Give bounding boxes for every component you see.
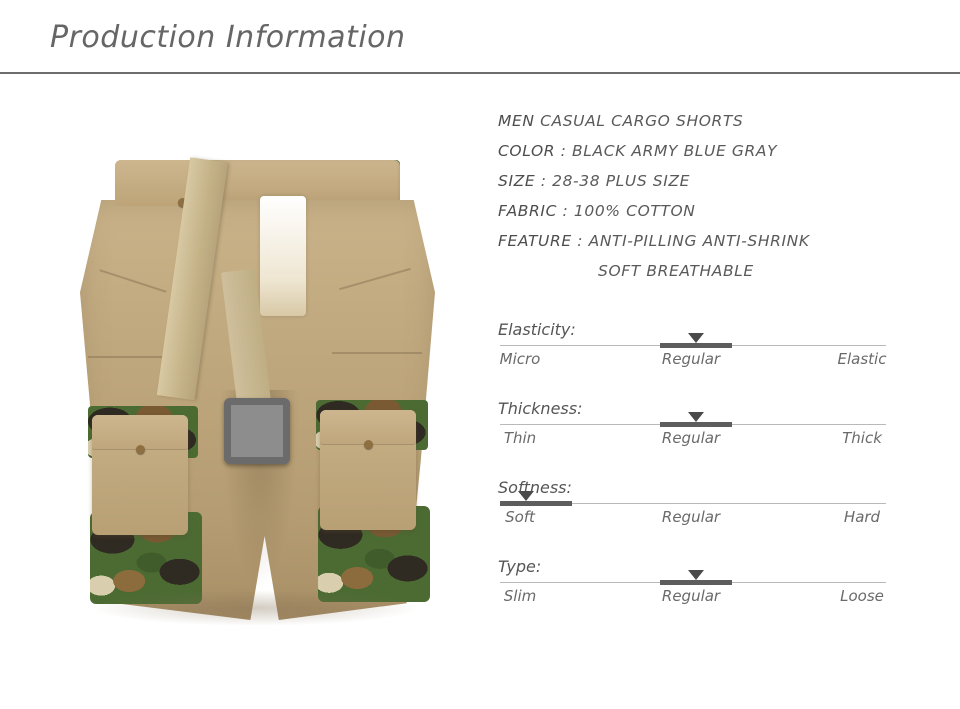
slider-group-thickness xyxy=(498,399,928,453)
header-divider xyxy=(0,72,960,74)
slider-track-thickness[interactable] xyxy=(500,424,886,425)
slider-labels-softness xyxy=(498,508,884,532)
slider-marker-thickness[interactable] xyxy=(688,412,704,422)
slider-track-softness[interactable] xyxy=(500,503,886,504)
spec-sep-feature: : xyxy=(571,232,589,250)
slider-title-softness: Softness: xyxy=(498,478,572,497)
shorts-illustration xyxy=(70,160,440,620)
slider-label-type-left: Slim xyxy=(503,587,537,605)
slider-labels-thickness xyxy=(498,429,884,453)
spec-value-fabric: 100% COTTON xyxy=(573,202,696,220)
spec-sep-color: : xyxy=(555,142,573,160)
slider-marker-type[interactable] xyxy=(688,570,704,580)
cargo-pocket-left xyxy=(92,415,188,535)
slider-group-elasticity xyxy=(498,320,928,374)
spec-row-product xyxy=(498,106,938,136)
slider-title-type: Type: xyxy=(498,557,542,576)
slider-title-elasticity: Elasticity: xyxy=(498,320,576,339)
slider-group-type xyxy=(498,557,928,611)
spec-row-size xyxy=(498,166,938,196)
spec-value-color: BLACK ARMY BLUE GRAY xyxy=(572,142,778,160)
slider-label-thickness-left: Thin xyxy=(503,429,537,447)
slider-title-thickness: Thickness: xyxy=(498,399,583,418)
spec-row-color xyxy=(498,136,938,166)
hem-shadow xyxy=(90,590,420,626)
cargo-pocket-right xyxy=(320,410,416,530)
slider-label-elasticity-mid: Regular xyxy=(661,350,721,368)
seam-right-pocket-line xyxy=(332,352,422,354)
spec-value-feature: ANTI-PILLING ANTI-SHRINK xyxy=(588,232,810,250)
slider-marker-elasticity[interactable] xyxy=(688,333,704,343)
spec-row-fabric xyxy=(498,196,938,226)
page-title: Production Information xyxy=(50,20,406,55)
attribute-sliders xyxy=(498,320,928,636)
product-image xyxy=(30,120,470,650)
pocket-button-right xyxy=(364,440,373,449)
slider-marker-softness[interactable] xyxy=(518,491,534,501)
slider-label-thickness-right: Thick xyxy=(842,429,882,447)
belt-buckle xyxy=(224,398,290,464)
slider-label-softness-right: Hard xyxy=(843,508,881,526)
slider-fill-type xyxy=(660,580,732,585)
slider-label-type-right: Loose xyxy=(840,587,884,605)
slider-label-elasticity-left: Micro xyxy=(499,350,541,368)
slider-labels-type xyxy=(498,587,884,611)
slider-label-type-mid: Regular xyxy=(661,587,721,605)
slider-label-softness-left: Soft xyxy=(505,508,535,526)
slider-label-softness-mid: Regular xyxy=(661,508,721,526)
spec-sep-size: : xyxy=(535,172,553,190)
spec-label-color: COLOR xyxy=(498,142,556,160)
slider-label-elasticity-right: Elastic xyxy=(837,350,887,368)
slider-fill-softness xyxy=(500,501,572,506)
spec-row-feature xyxy=(498,226,938,256)
spec-label-fabric: FABRIC xyxy=(498,202,558,220)
spec-sep-fabric: : xyxy=(557,202,574,220)
slider-track-elasticity[interactable] xyxy=(500,345,886,346)
spec-list xyxy=(498,106,938,286)
spec-value-product: CASUAL CARGO SHORTS xyxy=(540,112,744,130)
spec-row-feature-continued: SOFT BREATHABLE xyxy=(598,262,754,280)
spec-label-product: MEN xyxy=(498,112,535,130)
slider-fill-elasticity xyxy=(660,343,732,348)
slider-label-thickness-mid: Regular xyxy=(661,429,721,447)
slider-track-type[interactable] xyxy=(500,582,886,583)
slider-labels-elasticity xyxy=(498,350,887,374)
spec-value-size: 28-38 PLUS SIZE xyxy=(552,172,691,190)
spec-label-feature: FEATURE xyxy=(498,232,572,250)
slider-fill-thickness xyxy=(660,422,732,427)
pocket-button-left xyxy=(136,445,145,454)
fly-panel xyxy=(260,196,306,316)
spec-label-size: SIZE xyxy=(498,172,536,190)
slider-group-softness xyxy=(498,478,928,532)
